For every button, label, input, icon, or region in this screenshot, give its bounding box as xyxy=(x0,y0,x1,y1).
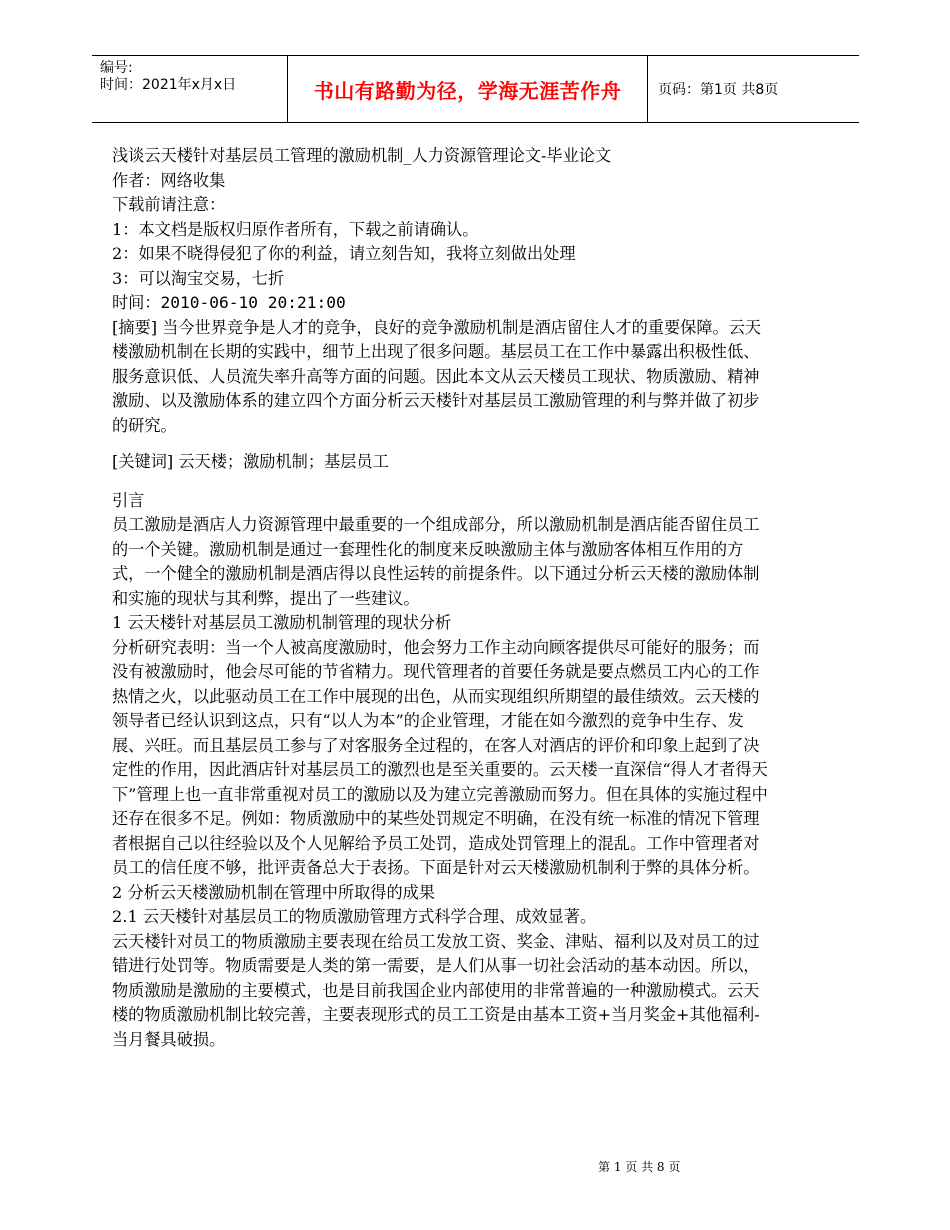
header-meta xyxy=(100,60,276,94)
document-date: 时间：2021年x月x日 xyxy=(100,77,237,93)
page-footer: 第 1 页 共 8 页 xyxy=(598,1160,681,1174)
section-heading: 1 云天楼针对基层员工激励机制管理的现状分析 xyxy=(112,613,452,632)
notice-item: 2：如果不晓得侵犯了你的利益，请立刻告知，我将立刻做出处理 xyxy=(112,244,576,263)
spacer xyxy=(112,438,768,450)
intro-paragraph: 员工激励是酒店人力资源管理中最重要的一个组成部分，所以激励机制是酒店能否留住员工的一个关键。激励机制是通过一套理性化的制度来反映激励主体与激励客体相互作用的方式，一个健全的激励机制是酒店得以良性运转的前提条件。以下通过分析云天楼的激励体制和实施的现状与其利弊，提出了一些建议。 xyxy=(112,515,760,608)
header-divider xyxy=(647,56,648,122)
header-motto: 书山有路勤为径，学海无涯苦作舟 xyxy=(313,78,622,103)
document-number-label: 编号: xyxy=(100,60,133,76)
notice-heading: 下载前请注意： xyxy=(112,195,226,214)
intro-heading: 引言 xyxy=(112,490,145,510)
subsection-heading: 2.1 云天楼针对基层员工的物质激励管理方式科学合理、成效显著。 xyxy=(112,907,597,926)
document-author: 作者：网络收集 xyxy=(112,170,226,190)
header-page-info: 页码：第1页 共8页 xyxy=(658,82,779,98)
notice-item: 3：可以淘宝交易，七折 xyxy=(112,268,285,288)
document-body xyxy=(112,144,768,1052)
page-header xyxy=(92,55,859,123)
notice-item: 1：本文档是版权归原作者所有，下载之前请确认。 xyxy=(112,219,479,239)
spacer xyxy=(112,475,768,489)
document-title: 浅谈云天楼针对基层员工管理的激励机制_人力资源管理论文-毕业论文 xyxy=(112,146,612,165)
section-paragraph: 云天楼针对员工的物质激励主要表现在给员工发放工资、奖金、津贴、福利以及对员工的过错进行处罚等。物质需要是人类的第一需要，是人们从事一切社会活动的基本动因。所以，物质激励是激励的主要模式，也是目前我国企业内部使用的非常普遍的一种激励模式。云天楼的物质激励机制比较完善，主要表现形式的员工工资是由基本工资+当月奖金+其他福利-当月餐具破损。 xyxy=(112,931,760,1049)
abstract-paragraph: [摘要] 当今世界竞争是人才的竞争，良好的竞争激励机制是酒店留住人才的重要保障。云天楼激励机制在长期的实践中，细节上出现了很多问题。基层员工在工作中暴露出积极性低、服务意识低、人员流失率升高等方面的问题。因此本文从云天楼员工现状、物质激励、精神激励、以及激励体系的建立四个方面分析云天楼针对基层员工激励管理的利与弊并做了初步的研究。 xyxy=(112,317,762,435)
section-paragraph: 分析研究表明：当一个人被高度激励时，他会努力工作主动向顾客提供尽可能好的服务；而没有被激励时，他会尽可能的节省精力。现代管理者的首要任务就是要点燃员工内心的工作热情之火，以此驱动员工在工作中展现的出色，从而实现组织所期望的最佳绩效。云天楼的领导者已经认识到这点，只有“以人为本”的企业管理，才能在如今激烈的竞争中生存、发展、兴旺。而且基层员工参与了对客服务全过程的，在客人对酒店的评价和印象上起到了决定性的作用，因此酒店针对基层员工的激烈也是至关重要的。云天楼一直深信“得人才者得天下”管理上也一直非常重视对员工的激励以及为建立完善激励而努力。但在具体的实施过程中还存在很多不足。例如：物质激励中的某些处罚规定不明确，在没有统一标准的情况下管理者根据自己以往经验以及个人见解给予员工处罚，造成处罚管理上的混乱。工作中管理者对员工的信任度不够，批评责备总大于表扬。下面是针对云天楼激励机制利于弊的具体分析。 xyxy=(112,637,768,877)
section-heading: 2 分析云天楼激励机制在管理中所取得的成果 xyxy=(112,882,436,902)
keywords-paragraph: [关键词] 云天楼；激励机制；基层员工 xyxy=(112,452,389,471)
publish-time: 时间：2010-06-10 20:21:00 xyxy=(112,293,346,312)
